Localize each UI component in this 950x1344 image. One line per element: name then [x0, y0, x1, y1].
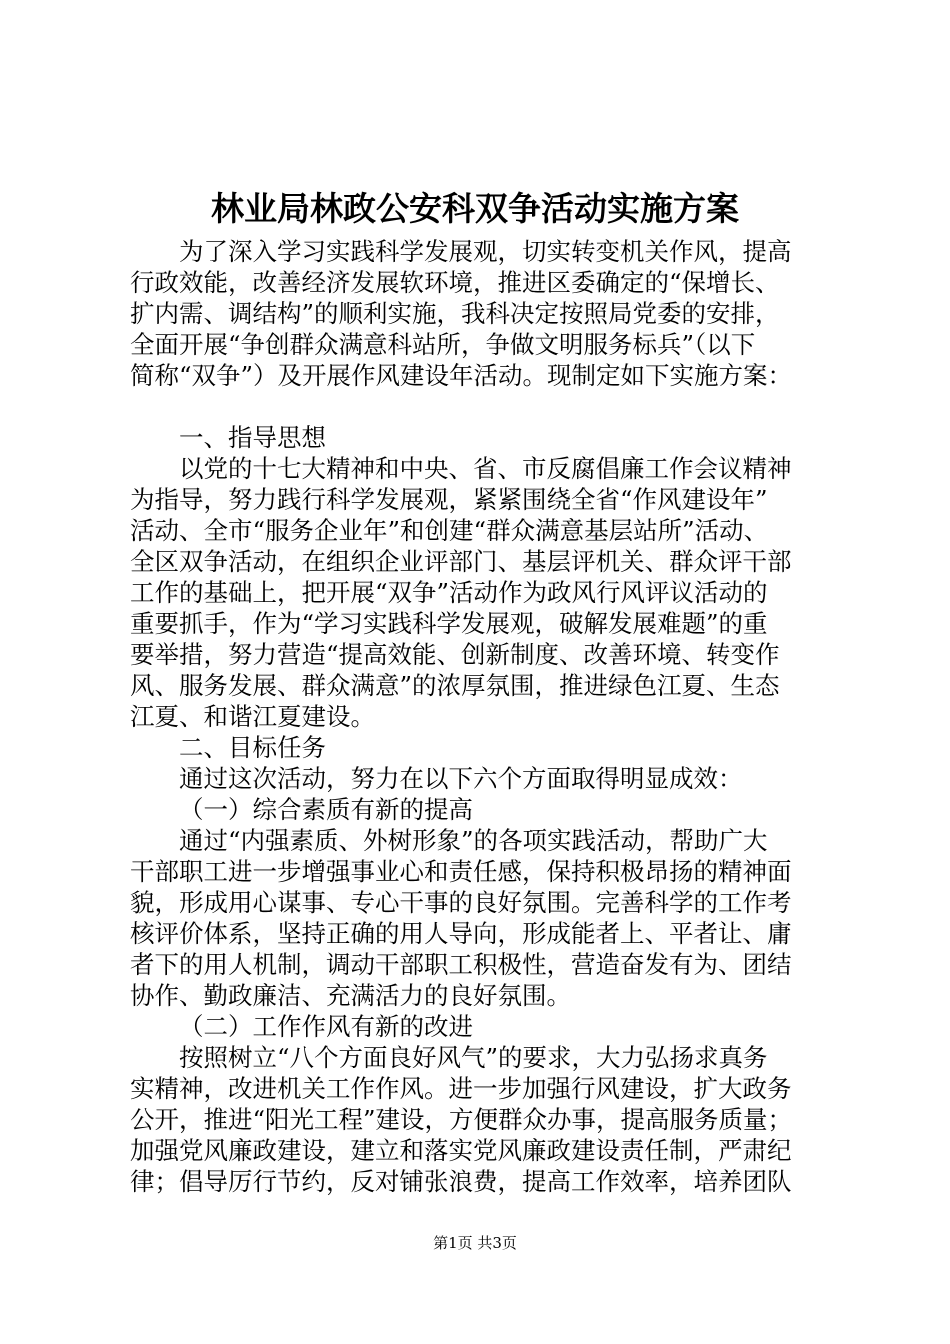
paragraph-line: 按照树立“八个方面良好风气”的要求，大力弘扬求真务 [179, 1043, 768, 1072]
paragraph-line: 风、服务发展、群众满意”的浓厚氛围，推进绿色江夏、生态 [130, 671, 780, 700]
paragraph-line: 公开，推进“阳光工程”建设，方便群众办事，提高服务质量； [130, 1105, 793, 1134]
paragraph-line: 为指导，努力践行科学发展观，紧紧围绕全省“作风建设年” [130, 485, 768, 514]
page-footer: 第1页 共3页 [433, 1234, 517, 1252]
subsection-heading: （一）综合素质有新的提高 [179, 795, 473, 824]
paragraph-line: 为了深入学习实践科学发展观，切实转变机关作风，提高 [179, 237, 792, 266]
paragraph-line: 实精神，改进机关工作作风。进一步加强行风建设，扩大政务 [130, 1074, 792, 1103]
paragraph-line: 貌，形成用心谋事、专心干事的良好氛围。完善科学的工作考 [130, 888, 792, 917]
paragraph-line: 工作的基础上，把开展“双争”活动作为政风行风评议活动的 [130, 578, 768, 607]
paragraph-line: 行政效能，改善经济发展软环境，推进区委确定的“保增长、 [130, 268, 780, 297]
paragraph-line: 全面开展“争创群众满意科站所，争做文明服务标兵”（以下 [130, 330, 756, 359]
paragraph-line: 活动、全市“服务企业年”和创建“群众满意基层站所”活动、 [130, 516, 769, 545]
subsection-heading: （二）工作作风有新的改进 [179, 1012, 473, 1041]
paragraph-line: 核评价体系，坚持正确的用人导向，形成能者上、平者让、庸 [130, 919, 792, 948]
paragraph-line: 重要抓手，作为“学习实践科学发展观，破解发展难题”的重 [130, 609, 768, 638]
paragraph-line: 通过这次活动，努力在以下六个方面取得明显成效： [179, 764, 743, 793]
document-body [130, 236, 830, 1197]
paragraph-line: 江夏、和谐江夏建设。 [130, 702, 375, 731]
paragraph-line: 干部职工进一步增强事业心和责任感，保持积极昂扬的精神面 [130, 857, 792, 886]
paragraph-line: 协作、勤政廉洁、充满活力的良好氛围。 [130, 981, 571, 1010]
paragraph-line: 扩内需、调结构”的顺利实施，我科决定按照局党委的安排， [130, 299, 780, 328]
paragraph-line: 律；倡导厉行节约，反对铺张浪费，提高工作效率，培养团队 [130, 1167, 792, 1196]
paragraph-line: 要举措，努力营造“提高效能、创新制度、改善环境、转变作 [130, 640, 780, 669]
paragraph-line: 简称“双争”）及开展作风建设年活动。现制定如下实施方案： [130, 361, 793, 390]
paragraph-line: 通过“内强素质、外树形象”的各项实践活动，帮助广大 [179, 826, 768, 855]
paragraph-line: 全区双争活动，在组织企业评部门、基层评机关、群众评干部 [130, 547, 792, 576]
section-heading: 二、目标任务 [179, 733, 326, 762]
paragraph-line: 加强党风廉政建设，建立和落实党风廉政建设责任制，严肃纪 [130, 1136, 792, 1165]
section-heading: 一、指导思想 [179, 423, 326, 452]
paragraph-line: 者下的用人机制，调动干部职工积极性，营造奋发有为、团结 [130, 950, 792, 979]
paragraph-line: 以党的十七大精神和中央、省、市反腐倡廉工作会议精神 [179, 454, 792, 483]
paragraph-gap [130, 391, 830, 422]
document-title: 林业局林政公安科双争活动实施方案 [211, 189, 739, 228]
